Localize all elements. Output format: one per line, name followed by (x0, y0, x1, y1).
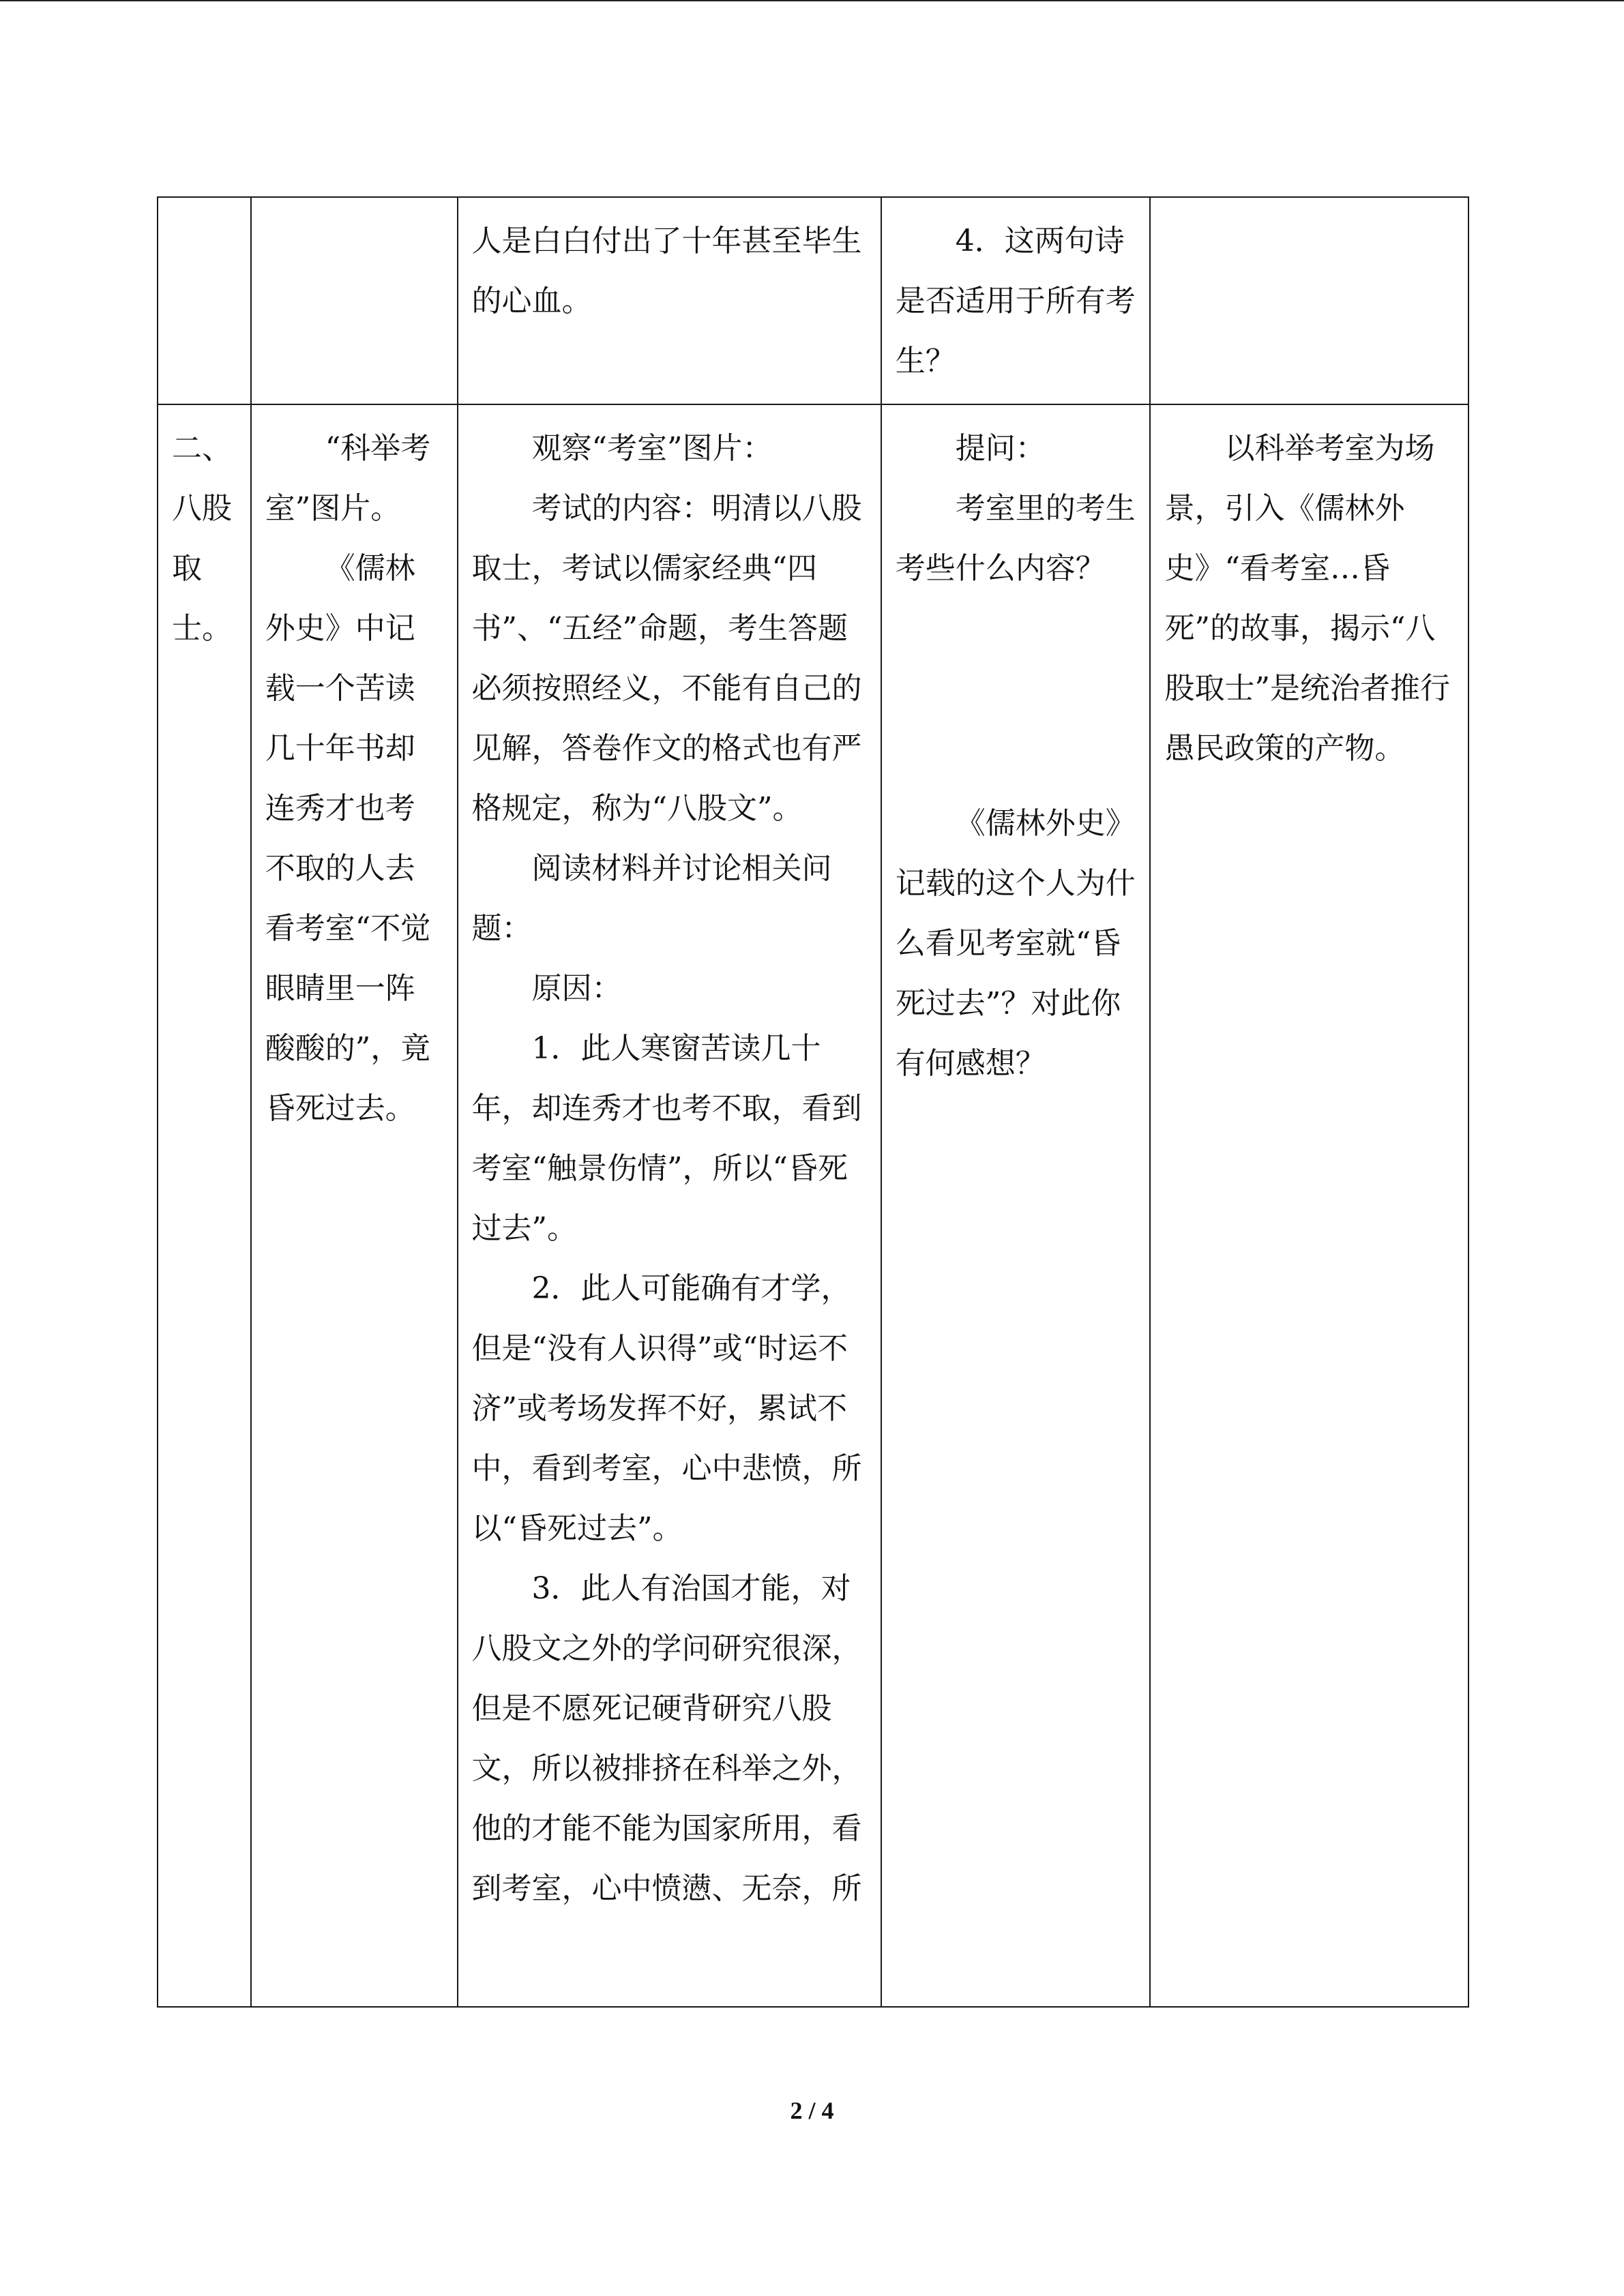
page-number: 2 / 4 (790, 2097, 834, 2124)
cell-materials (251, 197, 458, 404)
cell-teacher-questions (881, 404, 1151, 2007)
materials-paragraph: “科举考室”图片。 (265, 431, 431, 526)
cell-section (158, 197, 251, 404)
question-paragraph: 提问： (955, 431, 1046, 466)
cell-materials (251, 404, 458, 2007)
table-row (158, 197, 1468, 404)
lesson-plan-table (157, 196, 1469, 2008)
cell-design-intent (1150, 404, 1468, 2007)
activity-paragraph: 2．此人可能确有才学，但是“没有人识得”或“时运不济”或考场发挥不好，累试不中，看到考室，心中悲愤，所以“昏死过去”。 (471, 1271, 862, 1546)
question-paragraph: 考室里的考生考些什么内容？ (895, 491, 1136, 586)
question-paragraph: 4．这两句诗是否适用于所有考生？ (895, 224, 1136, 378)
activity-paragraph: 3．此人有治国才能，对八股文之外的学问研究很深，但是不愿死记硬背研究八股文，所以被排挤在科举之外，他的才能不能为国家所用，看到考室，心中愤懑、无奈，所 (471, 1571, 862, 1906)
table-row (158, 404, 1468, 2007)
activity-paragraph: 观察“考室”图片： (531, 431, 773, 466)
activity-paragraph: 1．此人寒窗苦读几十年，却连秀才也考不取，看到考室“触景伤情”，所以“昏死过去”。 (471, 1031, 862, 1246)
cell-teacher-questions (881, 197, 1151, 404)
intent-paragraph: 以科举考室为场景，引入《儒林外史》“看考室…昏死”的故事，揭示“八股取士”是统治者推行愚民政策的产物。 (1164, 431, 1450, 766)
activity-paragraph: 阅读材料并讨论相关问题： (471, 851, 832, 946)
section-title: 二、八股取士。 (172, 431, 232, 646)
materials-paragraph: 《儒林外史》中记载一个苦读几十年书却连秀才也考不取的人去看考室“不觉眼睛里一阵酸酸的”，竟昏死过去。 (265, 551, 431, 1126)
activity-paragraph: 原因： (531, 971, 622, 1006)
cell-student-activity (458, 197, 881, 404)
cell-design-intent (1150, 197, 1468, 404)
page-top-border (0, 0, 1624, 1)
cell-section (158, 404, 251, 2007)
activity-paragraph: 人是白白付出了十年甚至毕生的心血。 (471, 224, 862, 318)
question-paragraph: 《儒林外史》记载的这个人为什么看见考室就“昏死过去”？对此你有何感想？ (895, 806, 1136, 1081)
activity-paragraph: 考试的内容：明清以八股取士，考试以儒家经典“四书”、“五经”命题，考生答题必须按照经义，不能有自己的见解，答卷作文的格式也有严格规定，称为“八股文”。 (471, 491, 862, 826)
cell-student-activity (458, 404, 881, 2007)
